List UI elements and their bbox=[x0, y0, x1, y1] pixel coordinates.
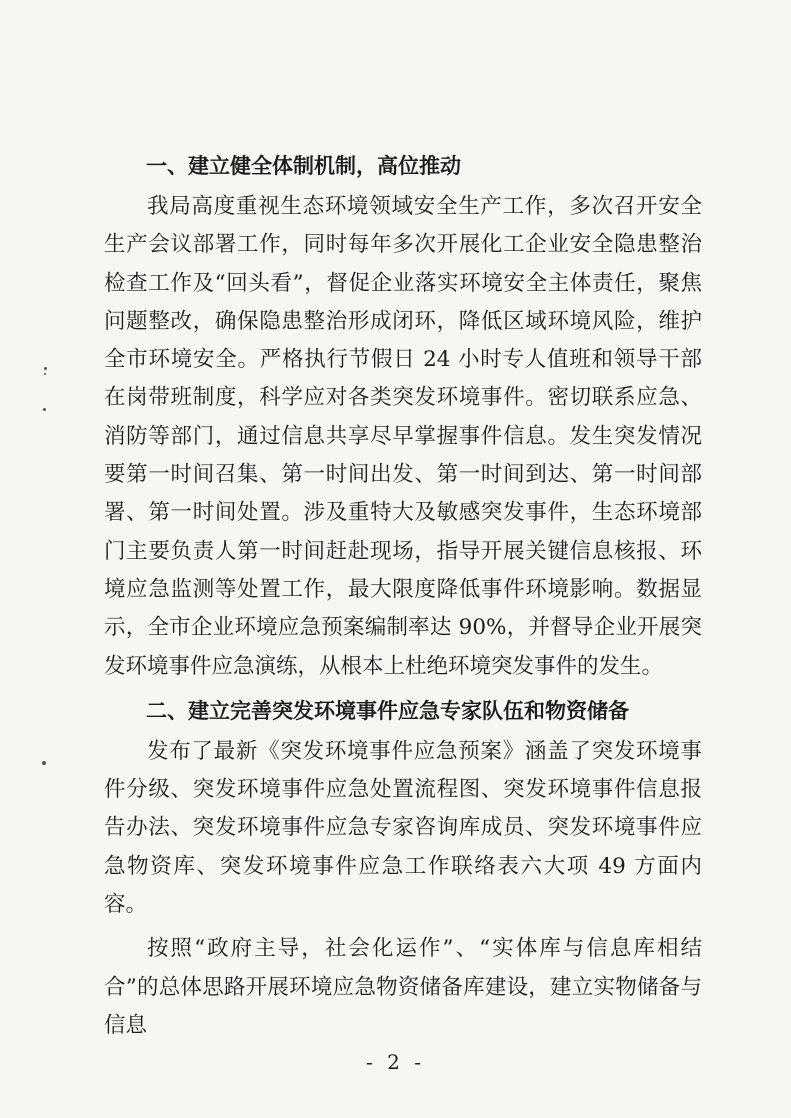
scan-speck-mark bbox=[44, 367, 47, 370]
scan-speck-mark bbox=[44, 373, 46, 375]
section-heading-2: 二、建立完善突发环境事件应急专家队伍和物资储备 bbox=[146, 698, 629, 723]
document-body bbox=[104, 142, 702, 1045]
page-number: - 2 - bbox=[366, 1050, 425, 1074]
scan-speck-mark bbox=[43, 408, 46, 411]
section-1-paragraph: 我局高度重视生态环境领域安全生产工作，多次召开安全生产会议部署工作，同时每年多次开展化工企业安全隐患整治检查工作及“回头看”，督促企业落实环境安全主体责任，聚焦问题整改，确保隐患整治形成闭环，降低区域环境风险，维护全市环境安全。严格执行节假日 24 小时专人值班和领导干部在岗带班制度，科学应对各类突发环境事件。密切联系应急、消防等部门，通过信息共享尽早掌握事件信息。发生突发情况要第一时间召集、第一时间出发、第一时间到达、第一时间部署、第一时间处置。涉及重特大及敏感突发事件，生态环境部门主要负责人第一时间赶赴现场，指导开展关键信息核报、环境应急监测等处置工作，最大限度降低事件环境影响。数据显示，全市企业环境应急预案编制率达 90%，并督导企业开展突发环境事件应急演练，从根本上杜绝环境突发事件的发生。 bbox=[104, 194, 702, 679]
scan-speck-mark bbox=[42, 761, 46, 765]
section-2-paragraph-1: 发布了最新《突发环境事件应急预案》涵盖了突发环境事件分级、突发环境事件应急处置流程图、突发环境事件信息报告办法、突发环境事件应急专家咨询库成员、突发环境事件应急物资库、突发环境事件应急工作联络表六大项 49 方面内容。 bbox=[104, 738, 702, 918]
section-2-paragraph-2: 按照“政府主导，社会化运作”、“实体库与信息库相结合”的总体思路开展环境应急物资储备库建设，建立实物储备与信息 bbox=[104, 936, 702, 1038]
section-heading-1: 一、建立健全体制机制，高位推动 bbox=[146, 154, 461, 178]
